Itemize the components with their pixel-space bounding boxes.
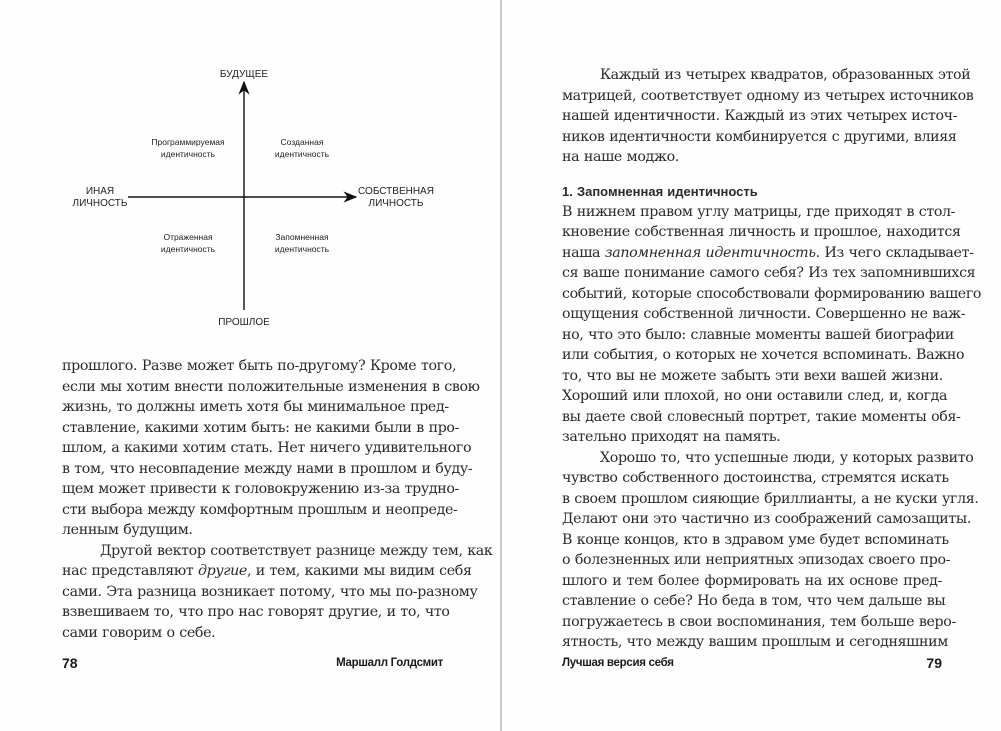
text-line: сами говорим о себе. [62,624,216,641]
quadrant-programmed-identity [138,136,238,160]
text-line: В конце концов, кто в здравом уме будет вспоминать [562,531,949,548]
text-line: вы даете свой словесный портрет, такие моменты обя- [562,408,961,425]
text-line: ся ваше понимание самого себя? Из тех запомнившихся [562,265,976,281]
text-line: в своем прошлом сияющие бриллианты, а не куски угля. [562,490,979,507]
text-line: сти выбора между комфортным прошлым и неопреде- [62,501,458,518]
axis-label-future: БУДУЩЕЕ [219,69,269,80]
quadrant-label-line: идентичность [160,244,216,254]
left-page [0,0,500,731]
quadrant-remembered-identity [252,231,352,255]
identity-matrix-diagram [0,0,500,340]
text-line: или события, о которых не хочется вспоминать. Важно [562,347,965,363]
running-head-author: Маршалл Голдсмит [336,657,443,669]
text-line: событий, которые способствовали формированию вашего [562,285,982,302]
axis-label-past: ПРОШЛОЕ [218,317,270,328]
quadrant-created-identity [252,136,352,160]
text-line: Каждый из четырех квадратов, образованных этой [600,67,971,83]
section-heading: 1. Запомненная идентичность [562,183,758,199]
text-line-with-italic [62,561,472,582]
text-line: зательно приходят на память. [562,429,781,445]
text-line: чувство собственного достоинства, стремятся искать [562,470,949,486]
quadrant-label-line: Программируемая [151,137,225,147]
quadrant-label-line: Запомненная [275,232,329,242]
text-segment: наша [562,244,605,261]
axis-label-other-self-line1: ИНАЯ [85,186,115,197]
quadrant-label-line: идентичность [160,149,216,159]
text-line: нашей идентичности. Каждый из этих четырех источ- [562,108,958,124]
text-line: кновение собственная личность и прошлое, находится [562,224,961,240]
text-line: Делают они это частично из соображений самозащиты. [562,511,972,527]
text-line: сами. Эта разница возникает потому, что мы по-разному [62,583,478,600]
page-number-right: 79 [926,655,942,671]
italic-term: запомненная идентичность [604,244,816,261]
text-line: Хороший или плохой, но они оставили след, и, когда [562,388,948,404]
axis-label-own-self [356,186,436,210]
text-line: ников идентичности комбинируется с другими, влияя [562,128,957,145]
text-segment: . Из чего складывает- [815,244,974,261]
text-line: шлого и тем более формировать на их основе пред- [562,572,942,589]
left-page-body [62,356,493,643]
text-segment: нас представляют [62,563,199,579]
text-line: Другой вектор соответствует разнице между тем, как [100,542,493,559]
text-line: ставление, какими хотим быть: не какими были в про- [62,419,460,436]
text-line: взвешиваем то, что про нас говорят другие, и то, что [62,604,450,620]
text-line: то, что вы не можете забыть эти вехи вашей жизни. [562,367,943,384]
quadrant-label-line: идентичность [274,149,330,159]
text-segment: , и тем, какими мы видим себя [246,563,472,579]
text-line: матрицей, соответствует одному из четырех источников [562,87,974,104]
matrix-axes [0,0,500,340]
text-line: Хорошо то, что успешные люди, у которых развито [600,449,974,466]
quadrant-reflected-identity [138,231,238,255]
quadrant-label-line: Созданная [280,137,324,147]
quadrant-label-line: Отраженная [163,232,213,242]
right-page [502,0,1001,731]
running-head-book-title: Лучшая версия себя [562,657,674,669]
page-number-left: 78 [62,655,78,671]
axis-label-other-self [60,186,140,210]
text-line: ленным будущим. [62,522,193,538]
text-line: на наше моджо. [562,149,679,165]
text-line: В нижнем правом углу матрицы, где приходят в стол- [562,203,956,220]
text-line: щем может привести к головокружению из-за трудно- [62,481,459,497]
right-page-body [562,65,982,653]
text-line: погружаетесь в свои воспоминания, тем больше веро- [562,613,956,630]
text-line: в том, что несовпадение между нами в прошлом и буду- [62,460,473,477]
text-line: ставление о себе? Но беда в том, что чем дальше вы [562,593,946,609]
text-line: прошлого. Разве может быть по-другому? Кроме того, [62,358,457,374]
italic-term: другие [198,563,247,579]
text-line: ятность, что между вашим прошлым и сегодняшним [562,634,948,650]
text-line: но, что это было: славные моменты вашей биографии [562,326,954,343]
text-line: шлом, а какими хотим стать. Нет ничего удивительного [62,440,472,456]
axis-label-own-self-line2: ЛИЧНОСТЬ [368,198,424,209]
text-line: ощущения собственной личности. Совершенно не важ- [562,306,966,322]
quadrant-label-line: идентичность [274,244,330,254]
text-line: если мы хотим внести положительные изменения в свою [62,378,480,395]
text-line: жизнь, то должны иметь хотя бы минимальное пред- [62,399,449,415]
axis-label-other-self-line2: ЛИЧНОСТЬ [72,198,128,209]
axis-label-own-self-line1: СОБСТВЕННАЯ [358,186,434,197]
text-line: о болезненных или неприятных эпизодах своего про- [562,552,951,568]
text-line-with-italic [562,243,974,264]
